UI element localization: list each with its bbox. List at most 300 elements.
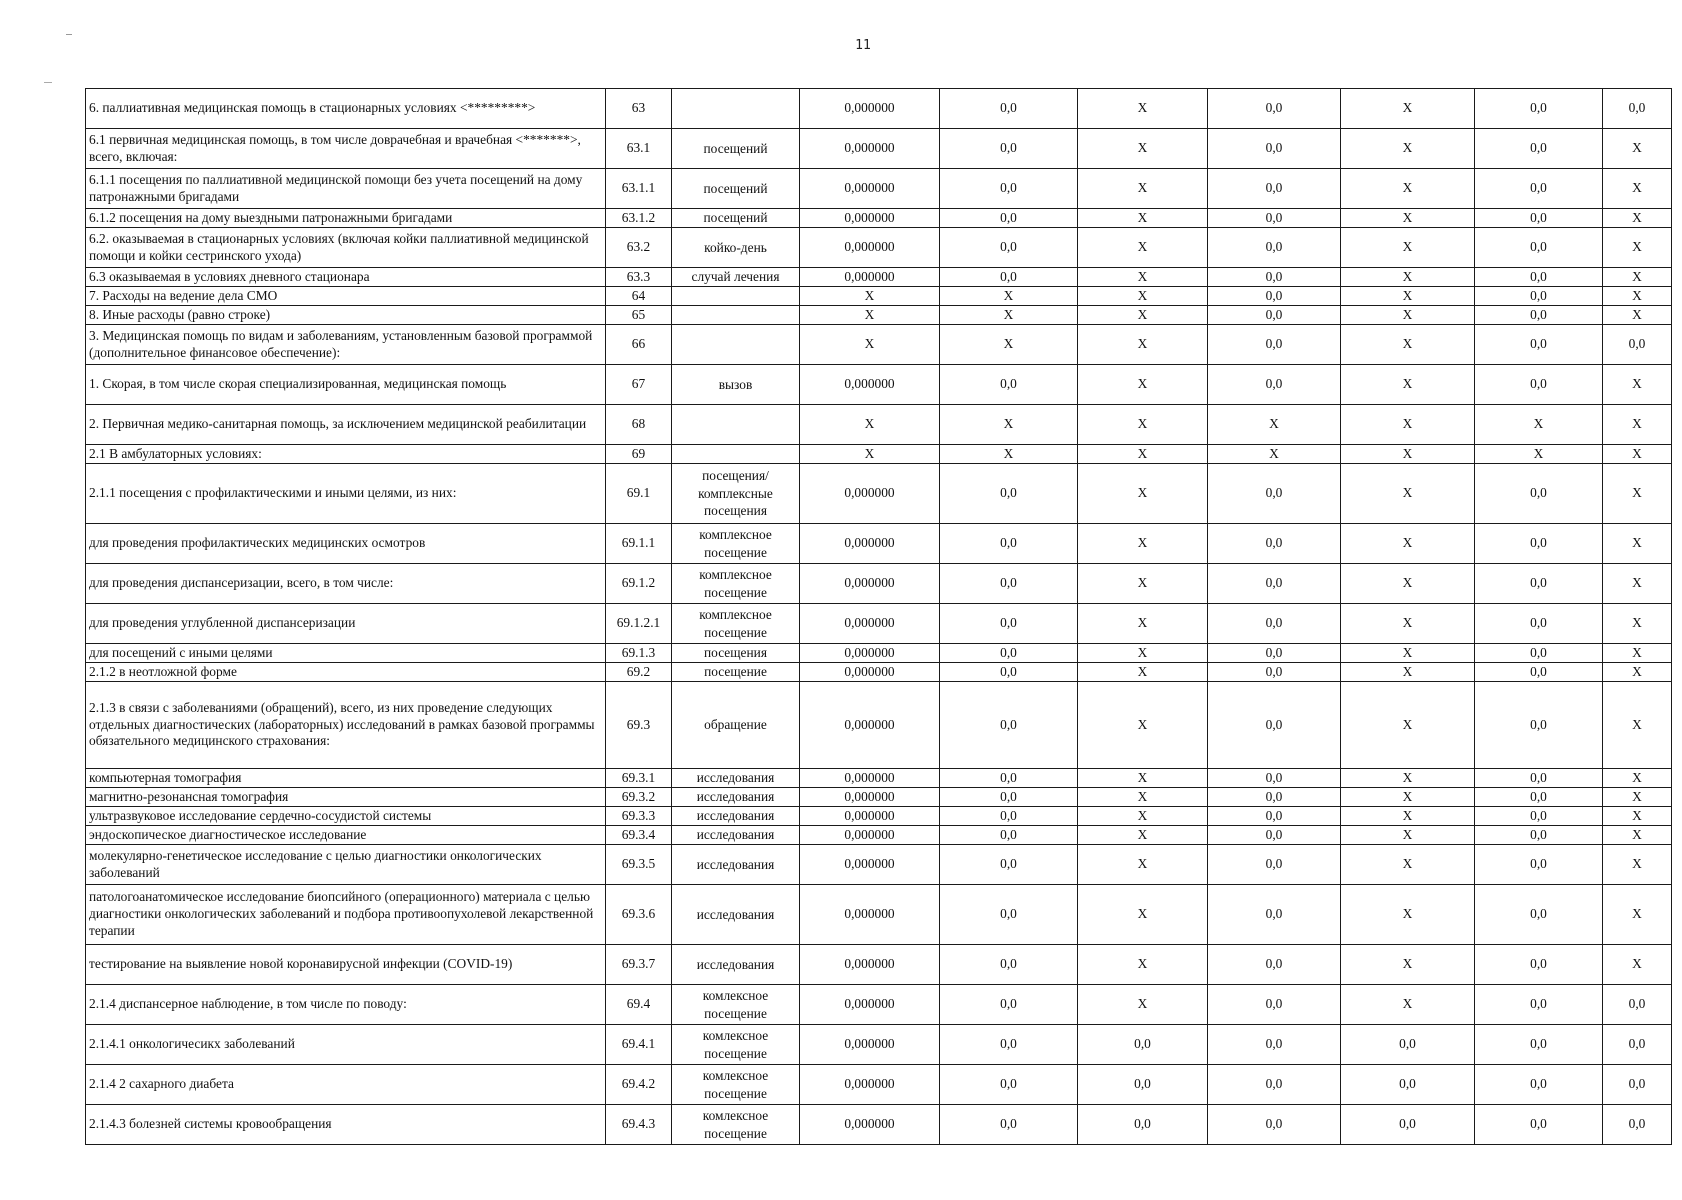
value-cell: X (1341, 564, 1475, 604)
row-name-cell: ультразвуковое исследование сердечно-сосудистой системы (86, 807, 606, 826)
value-cell: X (1078, 826, 1208, 845)
value-cell: X (1341, 228, 1475, 268)
value-cell: 0,0 (940, 129, 1078, 169)
row-name-cell: для проведения диспансеризации, всего, в том числе: (86, 564, 606, 604)
value-cell: X (1078, 644, 1208, 663)
row-code-cell: 63.1 (606, 129, 672, 169)
value-cell: 0,0 (1475, 524, 1603, 564)
row-name-cell: для проведения профилактических медицинских осмотров (86, 524, 606, 564)
value-cell: 0,0 (940, 826, 1078, 845)
value-cell: 0,0 (940, 564, 1078, 604)
table-row (86, 564, 1672, 604)
value-cell: X (1341, 604, 1475, 644)
table-row (86, 663, 1672, 682)
value-cell: X (1078, 524, 1208, 564)
row-unit-cell (672, 445, 800, 464)
row-code-cell: 63.2 (606, 228, 672, 268)
value-cell: X (1078, 129, 1208, 169)
value-cell: 0,000000 (800, 1105, 940, 1145)
scan-mark (66, 34, 72, 35)
value-cell: X (1078, 405, 1208, 445)
value-cell: 0,0 (1603, 89, 1672, 129)
row-unit-cell: посещений (672, 129, 800, 169)
value-cell: X (800, 445, 940, 464)
value-cell: 0,0 (1475, 129, 1603, 169)
value-cell: 0,0 (940, 89, 1078, 129)
row-code-cell: 69.4.2 (606, 1065, 672, 1105)
row-name-cell: 2.1.4.1 онкологичесикх заболеваний (86, 1025, 606, 1065)
value-cell: X (1078, 228, 1208, 268)
value-cell: 0,0 (1208, 89, 1341, 129)
table-row (86, 169, 1672, 209)
row-unit-cell (672, 89, 800, 129)
value-cell: 0,0 (1603, 1065, 1672, 1105)
value-cell: X (1078, 464, 1208, 524)
value-cell: 0,0 (1475, 945, 1603, 985)
row-unit-cell: исследования (672, 807, 800, 826)
value-cell: X (1603, 663, 1672, 682)
value-cell: 0,0 (1208, 129, 1341, 169)
row-unit-cell: исследования (672, 788, 800, 807)
row-unit-cell: исследования (672, 826, 800, 845)
row-unit-cell: комплексное посещение (672, 524, 800, 564)
row-code-cell: 69.4.3 (606, 1105, 672, 1145)
row-name-cell: 2.1.3 в связи с заболеваниями (обращений), всего, из них проведение следующих отдельных диагностических (лабораторных) исследований в рамках базовой программы обязательного медицинского страхования: (86, 682, 606, 769)
value-cell: 0,0 (1603, 325, 1672, 365)
row-code-cell: 69.3.4 (606, 826, 672, 845)
value-cell: 0,0 (1603, 1025, 1672, 1065)
table-row (86, 1025, 1672, 1065)
value-cell: X (1475, 405, 1603, 445)
row-name-cell: 1. Скорая, в том числе скорая специализированная, медицинская помощь (86, 365, 606, 405)
value-cell: X (800, 287, 940, 306)
financing-table (85, 88, 1672, 1145)
value-cell: 0,000000 (800, 464, 940, 524)
value-cell: 0,0 (1475, 209, 1603, 228)
value-cell: 0,000000 (800, 228, 940, 268)
row-code-cell: 69.3.3 (606, 807, 672, 826)
value-cell: 0,0 (1341, 1065, 1475, 1105)
value-cell: X (1341, 365, 1475, 405)
value-cell: X (940, 445, 1078, 464)
value-cell: 0,0 (1208, 524, 1341, 564)
value-cell: X (1341, 682, 1475, 769)
value-cell: X (1341, 209, 1475, 228)
row-code-cell: 63.1.2 (606, 209, 672, 228)
value-cell: 0,0 (1475, 604, 1603, 644)
value-cell: X (1603, 306, 1672, 325)
value-cell: X (1603, 228, 1672, 268)
value-cell: 0,000000 (800, 129, 940, 169)
value-cell: 0,000000 (800, 564, 940, 604)
value-cell: 0,0 (1475, 1025, 1603, 1065)
scan-mark (44, 82, 52, 83)
row-name-cell: 2.1.4 диспансерное наблюдение, в том числе по поводу: (86, 985, 606, 1025)
row-code-cell: 69.3.6 (606, 885, 672, 945)
value-cell: X (1078, 365, 1208, 405)
value-cell: 0,0 (1208, 604, 1341, 644)
value-cell: 0,0 (1475, 169, 1603, 209)
value-cell: X (1078, 564, 1208, 604)
table-row (86, 89, 1672, 129)
value-cell: 0,0 (940, 807, 1078, 826)
value-cell: 0,0 (1208, 1025, 1341, 1065)
value-cell: X (1341, 826, 1475, 845)
value-cell: X (1078, 682, 1208, 769)
value-cell: X (1078, 663, 1208, 682)
value-cell: X (1603, 644, 1672, 663)
value-cell: 0,0 (940, 885, 1078, 945)
table-row (86, 268, 1672, 287)
row-code-cell: 69 (606, 445, 672, 464)
table-row (86, 604, 1672, 644)
value-cell: X (1078, 89, 1208, 129)
value-cell: X (1341, 445, 1475, 464)
row-name-cell: 6. паллиативная медицинская помощь в стационарных условиях <*********> (86, 89, 606, 129)
value-cell: 0,0 (1208, 564, 1341, 604)
value-cell: 0,0 (1475, 564, 1603, 604)
value-cell: 0,000000 (800, 169, 940, 209)
row-code-cell: 69.1.2 (606, 564, 672, 604)
table-row (86, 1105, 1672, 1145)
value-cell: X (1341, 306, 1475, 325)
row-code-cell: 69.3.2 (606, 788, 672, 807)
row-code-cell: 68 (606, 405, 672, 445)
row-name-cell: 6.1.1 посещения по паллиативной медицинской помощи без учета посещений на дому патронажными бригадами (86, 169, 606, 209)
value-cell: 0,0 (940, 169, 1078, 209)
value-cell: 0,000000 (800, 604, 940, 644)
value-cell: 0,0 (1475, 663, 1603, 682)
value-cell: 0,0 (940, 682, 1078, 769)
row-name-cell: 6.3 оказываемая в условиях дневного стационара (86, 268, 606, 287)
value-cell: 0,0 (940, 1065, 1078, 1105)
value-cell: X (1078, 169, 1208, 209)
value-cell: 0,0 (1208, 325, 1341, 365)
value-cell: X (1603, 464, 1672, 524)
table-row (86, 644, 1672, 663)
row-unit-cell: вызов (672, 365, 800, 405)
row-code-cell: 69.2 (606, 663, 672, 682)
row-unit-cell (672, 405, 800, 445)
value-cell: 0,0 (1475, 682, 1603, 769)
row-code-cell: 69.3.1 (606, 769, 672, 788)
value-cell: X (1603, 169, 1672, 209)
value-cell: 0,0 (1475, 845, 1603, 885)
value-cell: 0,0 (1208, 365, 1341, 405)
value-cell: X (1078, 985, 1208, 1025)
value-cell: 0,0 (1208, 945, 1341, 985)
value-cell: X (1475, 445, 1603, 464)
value-cell: X (940, 325, 1078, 365)
value-cell: 0,0 (940, 769, 1078, 788)
value-cell: X (1341, 788, 1475, 807)
row-code-cell: 63.3 (606, 268, 672, 287)
value-cell: X (1603, 287, 1672, 306)
value-cell: 0,0 (1475, 1065, 1603, 1105)
table-row (86, 885, 1672, 945)
row-name-cell: 2. Первичная медико-санитарная помощь, за исключением медицинской реабилитации (86, 405, 606, 445)
value-cell: 0,0 (940, 464, 1078, 524)
value-cell: X (1078, 306, 1208, 325)
value-cell: 0,0 (1475, 826, 1603, 845)
value-cell: 0,0 (1475, 1105, 1603, 1145)
value-cell: X (1078, 287, 1208, 306)
value-cell: 0,0 (940, 788, 1078, 807)
value-cell: 0,0 (940, 1105, 1078, 1145)
value-cell: X (1341, 129, 1475, 169)
value-cell: 0,0 (1475, 306, 1603, 325)
value-cell: X (1078, 845, 1208, 885)
row-unit-cell: случай лечения (672, 268, 800, 287)
row-code-cell: 65 (606, 306, 672, 325)
row-unit-cell: комлексное посещение (672, 985, 800, 1025)
value-cell: X (1603, 769, 1672, 788)
value-cell: 0,0 (1475, 807, 1603, 826)
value-cell: 0,000000 (800, 682, 940, 769)
value-cell: X (1603, 268, 1672, 287)
value-cell: X (1603, 365, 1672, 405)
value-cell: 0,0 (1208, 209, 1341, 228)
value-cell: 0,0 (940, 604, 1078, 644)
table-row (86, 524, 1672, 564)
value-cell: 0,0 (940, 228, 1078, 268)
row-name-cell: магнитно-резонансная томография (86, 788, 606, 807)
value-cell: X (1603, 209, 1672, 228)
value-cell: X (1078, 604, 1208, 644)
value-cell: 0,000000 (800, 644, 940, 663)
row-unit-cell: посещение (672, 663, 800, 682)
value-cell: X (1603, 524, 1672, 564)
value-cell: 0,0 (1208, 807, 1341, 826)
value-cell: 0,0 (1208, 885, 1341, 945)
row-unit-cell: посещения (672, 644, 800, 663)
row-name-cell: для посещений с иными целями (86, 644, 606, 663)
table-row (86, 826, 1672, 845)
value-cell: X (1341, 845, 1475, 885)
table-row (86, 445, 1672, 464)
row-code-cell: 69.1.3 (606, 644, 672, 663)
value-cell: X (1341, 807, 1475, 826)
row-name-cell: эндоскопическое диагностическое исследование (86, 826, 606, 845)
value-cell: 0,000000 (800, 788, 940, 807)
table-row (86, 945, 1672, 985)
row-unit-cell (672, 306, 800, 325)
value-cell: X (1341, 945, 1475, 985)
table-row (86, 228, 1672, 268)
value-cell: 0,0 (1208, 228, 1341, 268)
row-unit-cell (672, 287, 800, 306)
table-row (86, 405, 1672, 445)
value-cell: 0,000000 (800, 826, 940, 845)
value-cell: 0,000000 (800, 885, 940, 945)
row-unit-cell: исследования (672, 885, 800, 945)
row-unit-cell: комлексное посещение (672, 1025, 800, 1065)
value-cell: 0,000000 (800, 89, 940, 129)
row-name-cell: 2.1.4 2 сахарного диабета (86, 1065, 606, 1105)
value-cell: 0,0 (1475, 287, 1603, 306)
value-cell: X (1341, 524, 1475, 564)
value-cell: X (1078, 807, 1208, 826)
value-cell: 0,0 (1475, 985, 1603, 1025)
value-cell: X (1078, 445, 1208, 464)
value-cell: 0,0 (1475, 325, 1603, 365)
table-row (86, 306, 1672, 325)
value-cell: X (1078, 885, 1208, 945)
value-cell: X (1603, 807, 1672, 826)
row-name-cell: 6.2. оказываемая в стационарных условиях (включая койки паллиативной медицинской помощи и койки сестринского ухода) (86, 228, 606, 268)
row-unit-cell: исследования (672, 945, 800, 985)
value-cell: X (1603, 129, 1672, 169)
value-cell: X (1341, 268, 1475, 287)
value-cell: 0,000000 (800, 209, 940, 228)
value-cell: 0,0 (940, 524, 1078, 564)
row-unit-cell: посещений (672, 209, 800, 228)
value-cell: 0,0 (1078, 1025, 1208, 1065)
value-cell: 0,000000 (800, 268, 940, 287)
row-name-cell: 2.1 В амбулаторных условиях: (86, 445, 606, 464)
row-name-cell: 7. Расходы на ведение дела СМО (86, 287, 606, 306)
row-name-cell: 2.1.1 посещения с профилактическими и иными целями, из них: (86, 464, 606, 524)
value-cell: 0,0 (1208, 985, 1341, 1025)
value-cell: X (1078, 769, 1208, 788)
value-cell: 0,0 (1341, 1105, 1475, 1145)
value-cell: 0,0 (1475, 885, 1603, 945)
row-name-cell: для проведения углубленной диспансеризации (86, 604, 606, 644)
value-cell: X (1341, 89, 1475, 129)
value-cell: 0,0 (940, 644, 1078, 663)
row-unit-cell: комлексное посещение (672, 1065, 800, 1105)
table-row (86, 287, 1672, 306)
value-cell: X (1603, 826, 1672, 845)
value-cell: X (1341, 985, 1475, 1025)
value-cell: 0,000000 (800, 1065, 940, 1105)
row-code-cell: 69.4.1 (606, 1025, 672, 1065)
row-code-cell: 69.4 (606, 985, 672, 1025)
table-row (86, 1065, 1672, 1105)
row-code-cell: 64 (606, 287, 672, 306)
table-row (86, 129, 1672, 169)
table-row (86, 788, 1672, 807)
row-name-cell: 8. Иные расходы (равно строке) (86, 306, 606, 325)
value-cell: X (1078, 945, 1208, 985)
value-cell: 0,000000 (800, 365, 940, 405)
row-name-cell: 6.1.2 посещения на дому выездными патронажными бригадами (86, 209, 606, 228)
value-cell: 0,0 (1078, 1105, 1208, 1145)
value-cell: X (800, 405, 940, 445)
value-cell: 0,0 (1208, 788, 1341, 807)
row-code-cell: 66 (606, 325, 672, 365)
value-cell: X (1603, 845, 1672, 885)
value-cell: 0,0 (1475, 228, 1603, 268)
value-cell: 0,0 (940, 985, 1078, 1025)
value-cell: 0,000000 (800, 663, 940, 682)
table-row (86, 209, 1672, 228)
table-body (86, 89, 1672, 1145)
value-cell: 0,0 (1208, 268, 1341, 287)
row-unit-cell: комлексное посещение (672, 1105, 800, 1145)
row-name-cell: патологоанатомическое исследование биопсийного (операционного) материала с целью диагностики онкологических заболеваний и подбора противоопухолевой лекарственной терапии (86, 885, 606, 945)
value-cell: X (1603, 885, 1672, 945)
value-cell: 0,000000 (800, 769, 940, 788)
value-cell: 0,0 (1208, 845, 1341, 885)
value-cell: X (1603, 788, 1672, 807)
row-name-cell: тестирование на выявление новой коронавирусной инфекции (COVID-19) (86, 945, 606, 985)
value-cell: X (1603, 445, 1672, 464)
table-row (86, 464, 1672, 524)
value-cell: 0,0 (1475, 365, 1603, 405)
row-unit-cell: исследования (672, 845, 800, 885)
value-cell: 0,000000 (800, 524, 940, 564)
row-unit-cell: комплексное посещение (672, 564, 800, 604)
row-code-cell: 69.3.7 (606, 945, 672, 985)
value-cell: 0,0 (1475, 464, 1603, 524)
value-cell: 0,0 (940, 663, 1078, 682)
value-cell: X (1208, 445, 1341, 464)
row-unit-cell: койко-день (672, 228, 800, 268)
row-code-cell: 63 (606, 89, 672, 129)
value-cell: 0,0 (1208, 663, 1341, 682)
value-cell: 0,0 (1475, 268, 1603, 287)
row-code-cell: 69.3 (606, 682, 672, 769)
value-cell: 0,0 (1208, 644, 1341, 663)
table-row (86, 769, 1672, 788)
value-cell: 0,0 (1208, 464, 1341, 524)
row-unit-cell: посещений (672, 169, 800, 209)
row-name-cell: 6.1 первичная медицинская помощь, в том числе доврачебная и врачебная <*******>, всего, включая: (86, 129, 606, 169)
value-cell: X (940, 287, 1078, 306)
value-cell: X (1341, 405, 1475, 445)
value-cell: 0,0 (1475, 788, 1603, 807)
value-cell: X (1603, 405, 1672, 445)
value-cell: 0,000000 (800, 945, 940, 985)
row-name-cell: 2.1.2 в неотложной форме (86, 663, 606, 682)
row-code-cell: 63.1.1 (606, 169, 672, 209)
value-cell: X (1078, 209, 1208, 228)
value-cell: X (800, 306, 940, 325)
value-cell: 0,000000 (800, 1025, 940, 1065)
row-code-cell: 69.1 (606, 464, 672, 524)
value-cell: X (1078, 788, 1208, 807)
value-cell: 0,000000 (800, 807, 940, 826)
table-row (86, 985, 1672, 1025)
value-cell: X (1341, 287, 1475, 306)
value-cell: X (1341, 885, 1475, 945)
value-cell: 0,0 (1078, 1065, 1208, 1105)
value-cell: 0,0 (1341, 1025, 1475, 1065)
row-name-cell: молекулярно-генетическое исследование с целью диагностики онкологических заболеваний (86, 845, 606, 885)
table-row (86, 682, 1672, 769)
value-cell: 0,0 (1208, 306, 1341, 325)
table-row (86, 807, 1672, 826)
value-cell: 0,0 (1208, 169, 1341, 209)
value-cell: 0,0 (940, 209, 1078, 228)
value-cell: 0,0 (1208, 287, 1341, 306)
value-cell: X (1341, 325, 1475, 365)
value-cell: X (1603, 604, 1672, 644)
value-cell: X (940, 405, 1078, 445)
row-unit-cell: обращение (672, 682, 800, 769)
row-code-cell: 67 (606, 365, 672, 405)
row-unit-cell: комплексное посещение (672, 604, 800, 644)
value-cell: 0,0 (940, 268, 1078, 287)
value-cell: X (800, 325, 940, 365)
page-number: 11 (855, 38, 871, 53)
table-row (86, 325, 1672, 365)
row-unit-cell: посещения/комплексные посещения (672, 464, 800, 524)
value-cell: X (1341, 169, 1475, 209)
value-cell: X (1603, 682, 1672, 769)
value-cell: X (1341, 644, 1475, 663)
